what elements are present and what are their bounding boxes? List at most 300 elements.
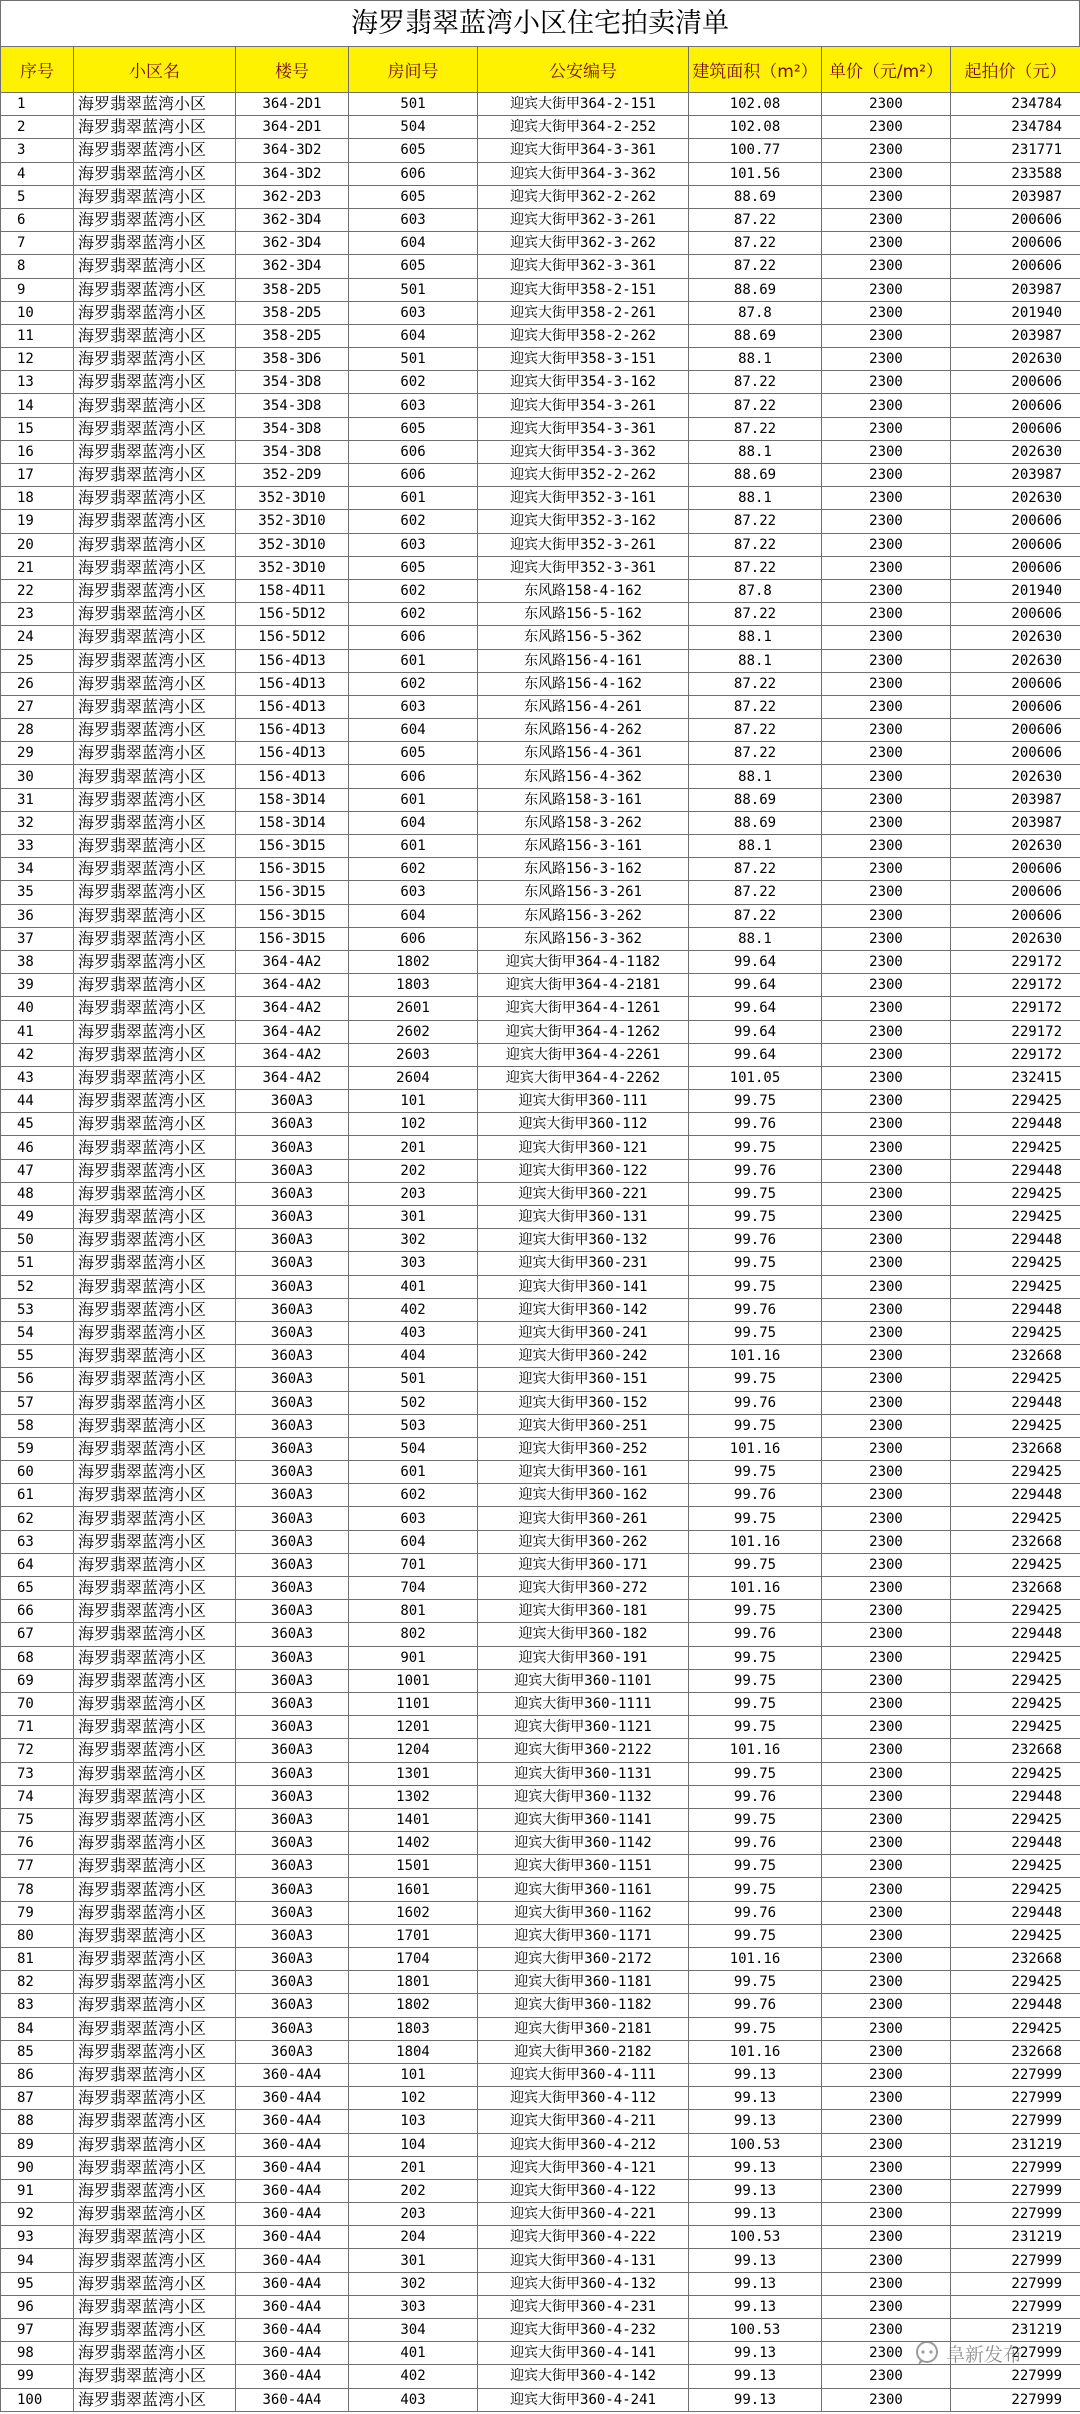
cell-room: 1401 bbox=[349, 1808, 478, 1831]
cell-index: 82 bbox=[1, 1971, 74, 1994]
cell-unit-price: 2300 bbox=[822, 371, 951, 394]
cell-area: 100.53 bbox=[689, 2133, 822, 2156]
cell-police-code: 迎宾大街甲360-272 bbox=[478, 1577, 689, 1600]
cell-community: 海罗翡翠蓝湾小区 bbox=[74, 1832, 236, 1855]
cell-community: 海罗翡翠蓝湾小区 bbox=[74, 162, 236, 185]
cell-police-code: 迎宾大街甲364-3-362 bbox=[478, 162, 689, 185]
cell-building: 360-4A4 bbox=[236, 2226, 349, 2249]
table-row bbox=[1, 1692, 1080, 1715]
cell-community: 海罗翡翠蓝湾小区 bbox=[74, 904, 236, 927]
cell-index: 6 bbox=[1, 208, 74, 231]
table-row bbox=[1, 579, 1080, 602]
table-row bbox=[1, 1484, 1080, 1507]
cell-starting-price: 200606 bbox=[951, 510, 1080, 533]
cell-starting-price: 229448 bbox=[951, 1391, 1080, 1414]
cell-unit-price: 2300 bbox=[822, 2179, 951, 2202]
cell-starting-price: 229425 bbox=[951, 1646, 1080, 1669]
table-row bbox=[1, 1252, 1080, 1275]
table-row bbox=[1, 2295, 1080, 2318]
cell-unit-price: 2300 bbox=[822, 1461, 951, 1484]
cell-community: 海罗翡翠蓝湾小区 bbox=[74, 1206, 236, 1229]
cell-unit-price: 2300 bbox=[822, 1229, 951, 1252]
cell-police-code: 迎宾大街甲364-4-2181 bbox=[478, 974, 689, 997]
cell-index: 34 bbox=[1, 858, 74, 881]
cell-index: 9 bbox=[1, 278, 74, 301]
table-row bbox=[1, 1136, 1080, 1159]
cell-building: 354-3D8 bbox=[236, 417, 349, 440]
cell-community: 海罗翡翠蓝湾小区 bbox=[74, 1229, 236, 1252]
cell-starting-price: 227999 bbox=[951, 2203, 1080, 2226]
cell-index: 21 bbox=[1, 556, 74, 579]
cell-starting-price: 232668 bbox=[951, 2040, 1080, 2063]
cell-community: 海罗翡翠蓝湾小区 bbox=[74, 2203, 236, 2226]
cell-starting-price: 229425 bbox=[951, 1716, 1080, 1739]
cell-building: 360A3 bbox=[236, 1391, 349, 1414]
cell-police-code: 迎宾大街甲360-121 bbox=[478, 1136, 689, 1159]
cell-starting-price: 200606 bbox=[951, 719, 1080, 742]
cell-community: 海罗翡翠蓝湾小区 bbox=[74, 1090, 236, 1113]
cell-starting-price: 202630 bbox=[951, 487, 1080, 510]
cell-unit-price: 2300 bbox=[822, 835, 951, 858]
cell-police-code: 迎宾大街甲360-4-141 bbox=[478, 2342, 689, 2365]
cell-area: 99.76 bbox=[689, 1623, 822, 1646]
cell-unit-price: 2300 bbox=[822, 1623, 951, 1646]
cell-area: 99.75 bbox=[689, 1275, 822, 1298]
cell-starting-price: 229425 bbox=[951, 1855, 1080, 1878]
cell-area: 99.13 bbox=[689, 2087, 822, 2110]
cell-building: 360A3 bbox=[236, 1206, 349, 1229]
cell-police-code: 迎宾大街甲360-1142 bbox=[478, 1832, 689, 1855]
cell-building: 156-4D13 bbox=[236, 649, 349, 672]
cell-starting-price: 203987 bbox=[951, 788, 1080, 811]
table-row bbox=[1, 93, 1080, 116]
cell-area: 87.22 bbox=[689, 394, 822, 417]
cell-unit-price: 2300 bbox=[822, 1136, 951, 1159]
cell-room: 1302 bbox=[349, 1785, 478, 1808]
cell-area: 100.53 bbox=[689, 2319, 822, 2342]
sheet-title: 海罗翡翠蓝湾小区住宅拍卖清单 bbox=[0, 0, 1080, 46]
cell-index: 67 bbox=[1, 1623, 74, 1646]
cell-starting-price: 229448 bbox=[951, 1484, 1080, 1507]
cell-area: 99.64 bbox=[689, 997, 822, 1020]
cell-community: 海罗翡翠蓝湾小区 bbox=[74, 1043, 236, 1066]
cell-index: 65 bbox=[1, 1577, 74, 1600]
cell-starting-price: 229425 bbox=[951, 1136, 1080, 1159]
cell-room: 602 bbox=[349, 672, 478, 695]
table-row bbox=[1, 1229, 1080, 1252]
cell-area: 87.22 bbox=[689, 742, 822, 765]
cell-building: 360A3 bbox=[236, 1878, 349, 1901]
cell-unit-price: 2300 bbox=[822, 2063, 951, 2086]
cell-area: 87.22 bbox=[689, 417, 822, 440]
cell-room: 604 bbox=[349, 904, 478, 927]
cell-area: 88.69 bbox=[689, 278, 822, 301]
cell-starting-price: 234784 bbox=[951, 93, 1080, 116]
cell-police-code: 迎宾大街甲360-4-231 bbox=[478, 2295, 689, 2318]
cell-starting-price: 229425 bbox=[951, 1762, 1080, 1785]
table-row bbox=[1, 348, 1080, 371]
table-row bbox=[1, 811, 1080, 834]
cell-starting-price: 200606 bbox=[951, 533, 1080, 556]
cell-area: 88.69 bbox=[689, 185, 822, 208]
cell-index: 15 bbox=[1, 417, 74, 440]
cell-index: 70 bbox=[1, 1692, 74, 1715]
cell-unit-price: 2300 bbox=[822, 1368, 951, 1391]
cell-starting-price: 229172 bbox=[951, 1043, 1080, 1066]
cell-room: 204 bbox=[349, 2226, 478, 2249]
cell-community: 海罗翡翠蓝湾小区 bbox=[74, 2226, 236, 2249]
cell-building: 358-2D5 bbox=[236, 278, 349, 301]
cell-police-code: 迎宾大街甲358-2-151 bbox=[478, 278, 689, 301]
table-row bbox=[1, 1043, 1080, 1066]
cell-index: 14 bbox=[1, 394, 74, 417]
cell-room: 401 bbox=[349, 1275, 478, 1298]
cell-starting-price: 200606 bbox=[951, 371, 1080, 394]
table-row bbox=[1, 139, 1080, 162]
table-row bbox=[1, 649, 1080, 672]
cell-area: 99.75 bbox=[689, 1136, 822, 1159]
cell-index: 64 bbox=[1, 1553, 74, 1576]
cell-building: 360A3 bbox=[236, 1507, 349, 1530]
cell-unit-price: 2300 bbox=[822, 1832, 951, 1855]
cell-room: 605 bbox=[349, 255, 478, 278]
cell-police-code: 东风路156-5-362 bbox=[478, 626, 689, 649]
cell-room: 1101 bbox=[349, 1692, 478, 1715]
cell-index: 60 bbox=[1, 1461, 74, 1484]
table-row bbox=[1, 1948, 1080, 1971]
cell-building: 360A3 bbox=[236, 1994, 349, 2017]
cell-building: 360A3 bbox=[236, 1785, 349, 1808]
cell-index: 32 bbox=[1, 811, 74, 834]
cell-unit-price: 2300 bbox=[822, 2133, 951, 2156]
table-row bbox=[1, 185, 1080, 208]
chat-bubble-icon bbox=[914, 2340, 940, 2366]
cell-unit-price: 2300 bbox=[822, 1855, 951, 1878]
cell-police-code: 迎宾大街甲360-231 bbox=[478, 1252, 689, 1275]
cell-police-code: 迎宾大街甲360-111 bbox=[478, 1090, 689, 1113]
cell-unit-price: 2300 bbox=[822, 904, 951, 927]
cell-police-code: 迎宾大街甲360-242 bbox=[478, 1345, 689, 1368]
cell-building: 364-3D2 bbox=[236, 139, 349, 162]
cell-starting-price: 227999 bbox=[951, 2295, 1080, 2318]
cell-building: 362-3D4 bbox=[236, 255, 349, 278]
cell-index: 83 bbox=[1, 1994, 74, 2017]
cell-police-code: 东风路156-3-362 bbox=[478, 927, 689, 950]
cell-unit-price: 2300 bbox=[822, 139, 951, 162]
cell-unit-price: 2300 bbox=[822, 1785, 951, 1808]
cell-unit-price: 2300 bbox=[822, 1878, 951, 1901]
cell-starting-price: 200606 bbox=[951, 556, 1080, 579]
cell-building: 360-4A4 bbox=[236, 2179, 349, 2202]
cell-area: 99.76 bbox=[689, 1785, 822, 1808]
cell-room: 604 bbox=[349, 232, 478, 255]
cell-room: 402 bbox=[349, 1298, 478, 1321]
cell-index: 4 bbox=[1, 162, 74, 185]
cell-unit-price: 2300 bbox=[822, 510, 951, 533]
cell-index: 1 bbox=[1, 93, 74, 116]
cell-starting-price: 200606 bbox=[951, 904, 1080, 927]
cell-starting-price: 229448 bbox=[951, 1623, 1080, 1646]
cell-building: 360-4A4 bbox=[236, 2063, 349, 2086]
cell-index: 100 bbox=[1, 2388, 74, 2411]
cell-room: 2603 bbox=[349, 1043, 478, 1066]
cell-area: 101.16 bbox=[689, 1739, 822, 1762]
col-header-starting-price: 起拍价（元） bbox=[951, 47, 1080, 93]
table-row bbox=[1, 626, 1080, 649]
table-row bbox=[1, 1020, 1080, 1043]
cell-building: 156-3D15 bbox=[236, 881, 349, 904]
cell-unit-price: 2300 bbox=[822, 1043, 951, 1066]
cell-unit-price: 2300 bbox=[822, 1020, 951, 1043]
cell-community: 海罗翡翠蓝湾小区 bbox=[74, 1901, 236, 1924]
cell-area: 99.75 bbox=[689, 1716, 822, 1739]
cell-building: 360A3 bbox=[236, 1646, 349, 1669]
cell-room: 605 bbox=[349, 742, 478, 765]
cell-building: 362-2D3 bbox=[236, 185, 349, 208]
cell-building: 360-4A4 bbox=[236, 2388, 349, 2411]
cell-police-code: 东风路156-4-162 bbox=[478, 672, 689, 695]
cell-unit-price: 2300 bbox=[822, 533, 951, 556]
cell-index: 69 bbox=[1, 1669, 74, 1692]
cell-index: 3 bbox=[1, 139, 74, 162]
cell-unit-price: 2300 bbox=[822, 1113, 951, 1136]
table-row bbox=[1, 2388, 1080, 2411]
cell-area: 99.75 bbox=[689, 1878, 822, 1901]
cell-room: 606 bbox=[349, 626, 478, 649]
cell-starting-price: 229448 bbox=[951, 1229, 1080, 1252]
cell-community: 海罗翡翠蓝湾小区 bbox=[74, 1623, 236, 1646]
cell-community: 海罗翡翠蓝湾小区 bbox=[74, 2133, 236, 2156]
cell-area: 88.1 bbox=[689, 927, 822, 950]
cell-community: 海罗翡翠蓝湾小区 bbox=[74, 2272, 236, 2295]
cell-area: 99.64 bbox=[689, 1043, 822, 1066]
cell-unit-price: 2300 bbox=[822, 301, 951, 324]
cell-unit-price: 2300 bbox=[822, 1924, 951, 1947]
table-row bbox=[1, 1901, 1080, 1924]
cell-room: 501 bbox=[349, 1368, 478, 1391]
cell-building: 364-4A2 bbox=[236, 1043, 349, 1066]
cell-unit-price: 2300 bbox=[822, 1739, 951, 1762]
cell-unit-price: 2300 bbox=[822, 1437, 951, 1460]
cell-starting-price: 232668 bbox=[951, 1530, 1080, 1553]
cell-area: 99.75 bbox=[689, 1507, 822, 1530]
cell-community: 海罗翡翠蓝湾小区 bbox=[74, 1136, 236, 1159]
cell-starting-price: 229172 bbox=[951, 997, 1080, 1020]
cell-area: 101.16 bbox=[689, 1577, 822, 1600]
cell-area: 87.22 bbox=[689, 232, 822, 255]
cell-police-code: 迎宾大街甲360-2181 bbox=[478, 2017, 689, 2040]
cell-starting-price: 227999 bbox=[951, 2249, 1080, 2272]
cell-index: 56 bbox=[1, 1368, 74, 1391]
table-row bbox=[1, 2156, 1080, 2179]
cell-room: 1602 bbox=[349, 1901, 478, 1924]
table-row bbox=[1, 2272, 1080, 2295]
table-row bbox=[1, 2203, 1080, 2226]
cell-room: 801 bbox=[349, 1600, 478, 1623]
cell-starting-price: 227999 bbox=[951, 2179, 1080, 2202]
cell-index: 40 bbox=[1, 997, 74, 1020]
cell-police-code: 迎宾大街甲360-1162 bbox=[478, 1901, 689, 1924]
cell-area: 99.75 bbox=[689, 1321, 822, 1344]
cell-starting-price: 200606 bbox=[951, 603, 1080, 626]
cell-area: 99.75 bbox=[689, 1461, 822, 1484]
cell-building: 360A3 bbox=[236, 1530, 349, 1553]
cell-index: 93 bbox=[1, 2226, 74, 2249]
cell-starting-price: 232668 bbox=[951, 1437, 1080, 1460]
cell-building: 362-3D4 bbox=[236, 232, 349, 255]
cell-unit-price: 2300 bbox=[822, 811, 951, 834]
cell-police-code: 迎宾大街甲360-191 bbox=[478, 1646, 689, 1669]
cell-community: 海罗翡翠蓝湾小区 bbox=[74, 185, 236, 208]
table-row bbox=[1, 904, 1080, 927]
cell-police-code: 迎宾大街甲364-2-151 bbox=[478, 93, 689, 116]
cell-community: 海罗翡翠蓝湾小区 bbox=[74, 950, 236, 973]
cell-unit-price: 2300 bbox=[822, 394, 951, 417]
cell-index: 91 bbox=[1, 2179, 74, 2202]
cell-area: 87.22 bbox=[689, 208, 822, 231]
cell-room: 802 bbox=[349, 1623, 478, 1646]
table-row bbox=[1, 927, 1080, 950]
cell-index: 94 bbox=[1, 2249, 74, 2272]
cell-building: 360-4A4 bbox=[236, 2156, 349, 2179]
cell-area: 99.75 bbox=[689, 1182, 822, 1205]
cell-room: 1001 bbox=[349, 1669, 478, 1692]
cell-starting-price: 229425 bbox=[951, 1971, 1080, 1994]
cell-area: 88.69 bbox=[689, 464, 822, 487]
cell-area: 99.75 bbox=[689, 1971, 822, 1994]
table-row bbox=[1, 1855, 1080, 1878]
table-row bbox=[1, 1159, 1080, 1182]
cell-starting-price: 203987 bbox=[951, 811, 1080, 834]
cell-unit-price: 2300 bbox=[822, 2110, 951, 2133]
cell-building: 360-4A4 bbox=[236, 2342, 349, 2365]
cell-starting-price: 234784 bbox=[951, 116, 1080, 139]
table-body bbox=[1, 93, 1080, 2412]
cell-index: 5 bbox=[1, 185, 74, 208]
cell-community: 海罗翡翠蓝湾小区 bbox=[74, 1298, 236, 1321]
cell-unit-price: 2300 bbox=[822, 2249, 951, 2272]
cell-police-code: 迎宾大街甲360-1161 bbox=[478, 1878, 689, 1901]
cell-starting-price: 200606 bbox=[951, 695, 1080, 718]
cell-starting-price: 229448 bbox=[951, 1832, 1080, 1855]
cell-index: 41 bbox=[1, 1020, 74, 1043]
table-row bbox=[1, 533, 1080, 556]
cell-unit-price: 2300 bbox=[822, 1692, 951, 1715]
cell-room: 1501 bbox=[349, 1855, 478, 1878]
cell-community: 海罗翡翠蓝湾小区 bbox=[74, 1762, 236, 1785]
cell-area: 99.76 bbox=[689, 1159, 822, 1182]
cell-unit-price: 2300 bbox=[822, 2017, 951, 2040]
cell-starting-price: 229425 bbox=[951, 1275, 1080, 1298]
cell-area: 87.22 bbox=[689, 858, 822, 881]
cell-area: 87.22 bbox=[689, 603, 822, 626]
cell-community: 海罗翡翠蓝湾小区 bbox=[74, 2063, 236, 2086]
cell-community: 海罗翡翠蓝湾小区 bbox=[74, 1414, 236, 1437]
cell-index: 46 bbox=[1, 1136, 74, 1159]
cell-starting-price: 200606 bbox=[951, 858, 1080, 881]
cell-starting-price: 202630 bbox=[951, 649, 1080, 672]
cell-building: 360A3 bbox=[236, 1368, 349, 1391]
cell-area: 99.13 bbox=[689, 2388, 822, 2411]
cell-police-code: 迎宾大街甲358-3-151 bbox=[478, 348, 689, 371]
table-row bbox=[1, 997, 1080, 1020]
cell-room: 2604 bbox=[349, 1066, 478, 1089]
cell-police-code: 迎宾大街甲360-4-222 bbox=[478, 2226, 689, 2249]
cell-unit-price: 2300 bbox=[822, 1484, 951, 1507]
cell-unit-price: 2300 bbox=[822, 1808, 951, 1831]
cell-index: 18 bbox=[1, 487, 74, 510]
cell-building: 360A3 bbox=[236, 1298, 349, 1321]
cell-police-code: 迎宾大街甲364-4-1261 bbox=[478, 997, 689, 1020]
cell-room: 601 bbox=[349, 649, 478, 672]
cell-police-code: 迎宾大街甲360-141 bbox=[478, 1275, 689, 1298]
cell-area: 87.22 bbox=[689, 556, 822, 579]
cell-area: 99.75 bbox=[689, 1855, 822, 1878]
cell-room: 1803 bbox=[349, 974, 478, 997]
cell-community: 海罗翡翠蓝湾小区 bbox=[74, 1437, 236, 1460]
cell-community: 海罗翡翠蓝湾小区 bbox=[74, 2087, 236, 2110]
cell-starting-price: 229172 bbox=[951, 950, 1080, 973]
cell-room: 203 bbox=[349, 2203, 478, 2226]
cell-unit-price: 2300 bbox=[822, 1716, 951, 1739]
cell-index: 12 bbox=[1, 348, 74, 371]
cell-community: 海罗翡翠蓝湾小区 bbox=[74, 1484, 236, 1507]
cell-starting-price: 229425 bbox=[951, 1368, 1080, 1391]
cell-room: 901 bbox=[349, 1646, 478, 1669]
cell-area: 99.75 bbox=[689, 1090, 822, 1113]
cell-community: 海罗翡翠蓝湾小区 bbox=[74, 858, 236, 881]
cell-starting-price: 227999 bbox=[951, 2272, 1080, 2295]
cell-room: 602 bbox=[349, 579, 478, 602]
cell-area: 99.13 bbox=[689, 2295, 822, 2318]
cell-starting-price: 229425 bbox=[951, 1924, 1080, 1947]
cell-starting-price: 203987 bbox=[951, 185, 1080, 208]
cell-area: 100.53 bbox=[689, 2226, 822, 2249]
cell-building: 360A3 bbox=[236, 1229, 349, 1252]
table-row bbox=[1, 1066, 1080, 1089]
cell-building: 360A3 bbox=[236, 1345, 349, 1368]
cell-police-code: 东风路156-5-162 bbox=[478, 603, 689, 626]
cell-police-code: 迎宾大街甲364-3-361 bbox=[478, 139, 689, 162]
cell-police-code: 迎宾大街甲360-4-121 bbox=[478, 2156, 689, 2179]
table-row bbox=[1, 2087, 1080, 2110]
cell-room: 201 bbox=[349, 1136, 478, 1159]
cell-area: 101.16 bbox=[689, 1345, 822, 1368]
cell-starting-price: 232668 bbox=[951, 1345, 1080, 1368]
cell-unit-price: 2300 bbox=[822, 1321, 951, 1344]
cell-community: 海罗翡翠蓝湾小区 bbox=[74, 1275, 236, 1298]
cell-unit-price: 2300 bbox=[822, 1298, 951, 1321]
cell-police-code: 迎宾大街甲360-131 bbox=[478, 1206, 689, 1229]
cell-unit-price: 2300 bbox=[822, 579, 951, 602]
cell-area: 87.22 bbox=[689, 371, 822, 394]
cell-police-code: 迎宾大街甲360-162 bbox=[478, 1484, 689, 1507]
cell-starting-price: 229425 bbox=[951, 2017, 1080, 2040]
table-row bbox=[1, 2063, 1080, 2086]
cell-building: 360A3 bbox=[236, 1414, 349, 1437]
cell-area: 88.69 bbox=[689, 788, 822, 811]
table-row bbox=[1, 232, 1080, 255]
cell-area: 88.1 bbox=[689, 765, 822, 788]
cell-area: 99.64 bbox=[689, 974, 822, 997]
cell-starting-price: 229425 bbox=[951, 1206, 1080, 1229]
cell-starting-price: 229425 bbox=[951, 1252, 1080, 1275]
cell-index: 31 bbox=[1, 788, 74, 811]
cell-building: 360A3 bbox=[236, 1090, 349, 1113]
cell-police-code: 东风路156-3-262 bbox=[478, 904, 689, 927]
cell-community: 海罗翡翠蓝湾小区 bbox=[74, 464, 236, 487]
cell-police-code: 东风路156-3-161 bbox=[478, 835, 689, 858]
